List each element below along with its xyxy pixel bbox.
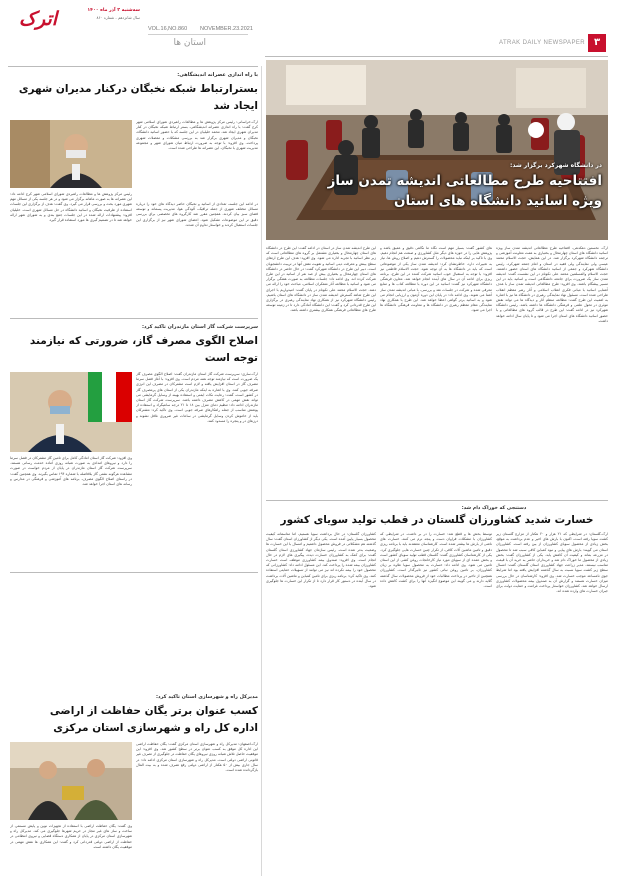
left-header-rule — [8, 66, 258, 67]
side3-title-line2: اداره کل راه و شهرسازی استان مرکزی — [53, 722, 258, 734]
side1-title-line1: بسترارتباط شبکه نخبگان درکنار مدیران شهری — [18, 83, 258, 95]
agri-title: خسارت شدید کشاورزان گلستان در قطب تولید سویای کشور — [280, 514, 594, 526]
main-text-col1: ارک- نخستین دهکدهی- افتتاحیه طرح مطالعاتی اندیشه تمدن ساز ویژه اساتید دانشگاه های استان چهارمحال و بختیاری به همت معاونت آموزشی و ترجمه دانشگاه شهرکرد برگزار شد. در این همایش، حجت الاسلام محمد عیسی ولی نمایندگی ولی فقیه در استان و امام جمعه شهرکرد، رئیس دانشگاه شهرکرد و جمعی از اساتید دانشگاه های استان حضور داشتند. حجت الاسلام والمسلمین محمد علی نکونام در این نشست گفت: اندیشه تمدن ساز یک ضرورت برای جامعه دانشگاهی است و اساتید باید در این مسیر پیشگام باشند. وی افزود: طرح مطالعاتی اندیشه تمدن ساز با هدف آشنایی اساتید با مبانی فکری انقلاب اسلامی و آثار رهبر معظم انقلاب طراحی شده است. مسئول نهاد نمایندگی رهبری در دانشگاه ها نیز با اشاره به اهمیت این طرح گفت: مطالعه منظم آثار و دیدگاه ها می تواند نقش موثری در تحول علمی و فرهنگی دانشگاه ها داشته باشد. رئیس دانشگاه شهرکرد نیز در ادامه گفت: این طرح در قالب گروه های مطالعاتی و با حضور اساتید دانشگاه های استان اجرا می شود و تا پایان سال ادامه خواهد داشت. — [496, 246, 608, 323]
portrait-photo — [10, 120, 132, 188]
main-article-rule — [266, 500, 608, 501]
side1-text-a: ارک-خراسانی: رئیس مرکز پژوهش ها و مطالعات راهبردی شورای اسلامی شهر کرج گفت: با راه اندازی عصرانه اندیشگاهی، بستر ارتباط شبکه نخبگان در کنار مدیران شهری ایجاد شد. محمد خلیلیان در این جلسه که با حضور اساتید دانشگاه، نخبگان و مدیران شهری برگزار شد به بررسی مشکلات و معضلات شهری پرداخت. وی افزود: با توجه به ضرورت ارتباط میان شورای شهر و مجموعه مدیریت شهری با نخبگان، این عصرانه ها طراحی شده است. — [136, 120, 258, 151]
agri-kicker: دستنجی که خوراک دام شد: — [461, 506, 527, 511]
side2-photo — [10, 372, 132, 452]
main-text-col3: این طرح اندیشه تمدن ساز در استان در ادامه گفت: این طرح در دانشگاه های استان چهارمحال و بختیاری مشتمل بر گروه های مطالعاتی است که زیر نظر اساتید با تجربه اداره می شود. وی افزود: هدف این طرح ارتقای سطح بینش و معرفت دینی اساتید و تقویت نقش آنها در تربیت دانشجویان است. دبیر این طرح در دانشگاه شهرکرد گفت: در حال حاضر در دانشگاه های استان چهارمحال و بختیاری بیش از صد نفر از اساتید در این طرح شرکت کرده اند. وی ادامه داد: جلسات مطالعه به صورت هفتگی برگزار می شود و اساتید با مطالعه آثار متفکران اسلامی، مباحث خود را ارائه می دهند. حجت الاسلام محمد علی نکونام در پایان گفت: امیدواریم با اجرای این طرح شاهد گسترش اندیشه تمدن ساز در دانشگاه های استان باشیم. رئیس دانشگاه شهرکرد نیز از همکاری نهاد نمایندگی رهبری در برگزاری این طرح قدردانی کرد و گفت: این دانشگاه آمادگی دارد تا در زمینه توسعه طرح های مطالعاتی فرهنگی همکاری بیشتری داشته باشد. — [266, 246, 376, 313]
side2-rule — [10, 572, 258, 573]
award-photo — [10, 742, 132, 820]
side1-photo — [10, 120, 132, 188]
date-en: NOVEMBER.23.2021 — [200, 26, 253, 32]
side3-photo — [10, 742, 132, 820]
main-title-line1: افتتاحیه طرح مطالعاتی اندیشه تمدن ساز — [327, 173, 602, 189]
page-number-badge — [588, 34, 606, 52]
side3-text-b: وی گفت: یگان حفاظت اراضی با استفاده از تجهیزات نوین و پایش مستمر، از ساخت و ساز های غیر مجاز در حریم شهرها جلوگیری می کند. مدیرکل راه و شهرسازی استان مرکزی در پایان از همکاری دستگاه قضایی و نیروی انتظامی در حفاظت از اراضی دولتی قدردانی کرد و گفت: این همکاری ها نقش مهمی در موفقیت یگان داشته است. — [10, 824, 132, 849]
header-rule — [265, 56, 608, 57]
column-divider — [261, 66, 262, 876]
side2-title-line1: اصلاح الگوی مصرف گاز، ضرورتی که نیازمند — [29, 335, 258, 347]
section-title: استان ها — [173, 38, 206, 48]
side1-text-c: در ادامه این جلسه، تعدادی از اساتید و نخبگان حاضر دیدگاه های خود را درباره مسائل مختلف شهری از جمله ترافیک، آلودگی هوا، مدیریت پسماند و توسعه فضای سبز بیان کردند. همچنین مقرر شد کارگروه های تخصصی برای بررسی دقیق تر این موضوعات تشکیل شود. اعضای شورای شهر نیز از برگزاری این جلسات استقبال کردند و خواستار تداوم آن شدند. — [136, 202, 258, 227]
day-date: سه‌شنبه ۲ آذر ماه ۱۴۰۰ — [87, 8, 140, 13]
side3-title-line1: کسب عنوان برتر یگان حفاظت از اراضی — [49, 705, 258, 717]
paper-name: ATRAK DAILY NEWSPAPER — [499, 40, 585, 46]
issue-date-block — [70, 8, 140, 20]
side2-title-line2: توجه است — [204, 352, 258, 364]
issue-line: سال شانزدهم - شماره ۸۶۰ — [96, 15, 140, 20]
masthead — [0, 0, 620, 55]
side2-kicker: سرپرست شرکت گاز استان مازندران تاکید کرد: — [141, 324, 258, 330]
page-number: ۳ — [593, 37, 601, 48]
side1-title-line2: ایجاد شد — [213, 100, 258, 112]
logo-text: اترک — [18, 8, 58, 30]
side2-text-b: وی افزود: شرکت گاز استان آمادگی کامل برای تامین گاز مشترکان در فصل سرما را دارد و نیروهای امدادی به صورت شبانه روزی آماده خدمت رسانی هستند. سرپرست شرکت گاز استان مازندران در پایان از مردم خواست در صورت مشاهده هرگونه نشتی گاز بلافاصله با شماره ۱۹۴ تماس بگیرند. وی همچنین گفت: در راستای اصلاح الگوی مصرف، برنامه های آموزشی و فرهنگی در مدارس و رسانه های استان اجرا خواهد شد. — [10, 456, 132, 487]
official-photo — [10, 372, 132, 452]
agri-text-col2: توسط بخش ها و قطع شد: خسارت را در بر داشت. در شرایطی که کشاورزان با مشکلات فراوان دست و پنجه نرم می کنند، خسارت های ناشی از بارش ها بیشتر شده است. کارشناسان معتقدند باید با برنامه ریزی دقیق و تامین ماشین آلات کافی، از تکرار چنین خسارت هایی جلوگیری کرد. یکی از کارشناسان کشاورزی گفت: گلستان قطب تولید سویای کشور است و بخش عمده ای از سویای مورد نیاز کارخانجات روغن کشی از این استان تامین می شود. وی ادامه داد: خسارت به محصول سویا علاوه بر زیان کشاورزان، بر تامین روغن نباتی کشور نیز تاثیرگذار است. کشاورزان همچنین از تاخیر در پرداخت مطالبات خود از فروش محصولات سال گذشته گلایه دارند و می گویند این موضوع انگیزه آنها را برای کشت کاهش داده است. — [380, 532, 492, 589]
side3-kicker: مدیرکل راه و شهرسازی استان تاکید کرد: — [155, 694, 258, 700]
agri-text-col1: ارک-گلستان: در شرایطی که ۲۱ هزار و ۲۰ هکتار از مزارع گلستان زیر کشت سویا رفته است، اکنون با بارش های اخیر و عدم برداشت به موقع، بخش زیادی از محصول سویای کشاورزان از بین رفته است. کشاورزان استان می گویند: بارش های پیاپی و نبود کمباین کافی سبب شد تا محصول در مزرعه بماند و کیفیت آن کاهش یابد. یکی از کشاورزان گفت: بخش زیادی از محصول ما خوراک دام شد و خریداران حاضر به خرید آن با قیمت مناسب نیستند. مدیر زراعت جهاد کشاورزی استان گلستان گفت: امسال سطح زیر کشت سویا نسبت به سال گذشته افزایش یافته بود اما شرایط جوی نامساعد موجب خسارت شد. وی افزود: کارشناسان در حال بررسی میزان خسارت هستند و گزارش آن به صندوق بیمه محصولات کشاورزی ارسال خواهد شد. کشاورزان خواستار پرداخت غرامت و حمایت دولت برای جبران خسارت های وارده شده اند. — [496, 532, 608, 594]
side1-rule — [10, 318, 258, 319]
side1-text-b: رئیس مرکز پژوهش ها و مطالعات راهبردی شورای اسلامی شهر کرج ادامه داد: این عصرانه ها به صورت ماهانه برگزار می شود و در هر جلسه یکی از مسائل مهم شهری مورد بحث و بررسی قرار می گیرد. وی گفت: هدف از برگزاری این جلسات استفاده از ظرفیت نخبگان و اساتید دانشگاه در حل مسائل شهری است. خلیلیان افزود: پیشنهادات ارائه شده در این جلسات جمع بندی و به شورای شهر ارائه خواهد شد تا در تصمیم گیری ها مورد استفاده قرار گیرد. — [10, 192, 132, 223]
side1-kicker: با راه اندازی عصرانه اندیشگاهی: — [177, 72, 258, 78]
side2-text-a: ارک-ساری: سرپرست شرکت گاز استان مازندران گفت: اصلاح الگوی مصرف گاز یک ضرورت است که نیازمند توجه همه مردم است. وی افزود: با آغاز فصل سرما مصرف گاز در استان افزایش یافته و لازم است مشترکان در مصرف این انرژی صرفه جویی کنند. وی با اشاره به اینکه مازندران یکی از استان های پرمصرف گاز در کشور است، گفت: رعایت نکات ایمنی و استفاده بهینه از وسایل گرمایشی می تواند نقش مهمی در کاهش مصرف داشته باشد. سرپرست شرکت گاز استان مازندران ادامه داد: تنظیم دمای منزل بین ۱۸ تا ۲۱ درجه سانتیگراد و استفاده از پوشش مناسب از جمله راهکارهای صرفه جویی است. وی تاکید کرد: مشترکان باید از خاموش کردن وسایل گرمایشی در ساعات غیر ضروری غافل نشوند و درزهای در و پنجره را مسدود کنند. — [136, 372, 258, 423]
main-kicker: در دانشگاه شهرکرد برگزار شد: — [509, 162, 602, 169]
main-headline-block — [266, 162, 608, 240]
main-text-col2: های کشور گفت: بسیار مهم است نگاه ما نگاهی دقیق و عمیق باشد و پژوهش هایی را در حوزه های دیگر مثل کشاورزی و صنعت هم انجام دهیم. وی با تاکید بر اینکه نباید محصولات را گسترش دهیم و اصلاح روش ها، نیاز به تغییرات دارد، خاطرنشان کرد: اندیشه تمدن ساز یکی از موضوعاتی است که باید در دانشگاه ها به آن توجه شود. حجت الاسلام فاطمی نیز افزود: با توجه به استقبال خوب اساتید شرکت کننده در این طرح، برنامه ریزی برای ادامه آن در سال های آینده انجام خواهد شد. معاون فرهنگی دانشگاه شهرکرد نیز گفت: اساتید در این دوره با مطالعه کتاب ها و منابع معرفی شده و شرکت در جلسات نقد و بررسی، با مبانی اندیشه تمدن ساز آشنا می شوند. وی ادامه داد: در پایان این دوره آزمون و ارزیابی انجام می شود و به اساتید برتر گواهی اعطا خواهد شد. این طرح با همکاری نهاد نمایندگی مقام معظم رهبری در دانشگاه ها و معاونت فرهنگی دانشگاه ها اجرا می شود. — [380, 246, 492, 313]
vol-issue: VOL.16,NO.860 — [148, 26, 188, 32]
agri-text-col3: کشاورزان گلستان: در حال برداشت سویا هستیم، اما متاسفانه کیفیت محصول بسیار پایین آمده است. یکی دیگر از کشاورزان استان گفت: سال گذشته هم مشکلاتی در فروش محصول داشتیم و امسال با این خسارت ها وضعیت بدتر شده است. رئیس سازمان جهاد کشاورزی استان گلستان گفت: برای کمک به کشاورزان خسارت دیده، پیگیری های لازم در حال انجام است. وی افزود: صندوق بیمه کشاورزی موظف است خسارت کشاورزان بیمه شده را پرداخت کند. این مسئول ادامه داد: کشاورزانی که محصول خود را بیمه نکرده اند نیز می توانند از تسهیلات حمایتی استفاده کنند. وی تاکید کرد: برنامه ریزی برای تامین کمباین و ماشین آلات برداشت در سال آینده در دستور کار قرار دارد تا از تکرار این خسارت ها جلوگیری شود. — [266, 532, 376, 589]
main-title-line2: ویژه اساتید دانشگاه های استان — [393, 193, 602, 209]
side3-text-a: ارک-اصفهان: مدیرکل راه و شهرسازی استان مرکزی گفت: یگان حفاظت اراضی این اداره کل موفق به کسب عنوان برتر در سطح کشور شد. وی افزود: این موفقیت حاصل تلاش شبانه روزی نیروهای یگان حفاظت در جلوگیری از تصرف غیر قانونی اراضی دولتی است. مدیرکل راه و شهرسازی استان مرکزی ادامه داد: در سال جاری بیش از ۵۰ هکتار از اراضی دولتی رفع تصرف شده و به بیت المال بازگردانده شده است. — [136, 742, 258, 773]
masthead-rule — [148, 34, 248, 35]
logo-block — [8, 6, 68, 46]
